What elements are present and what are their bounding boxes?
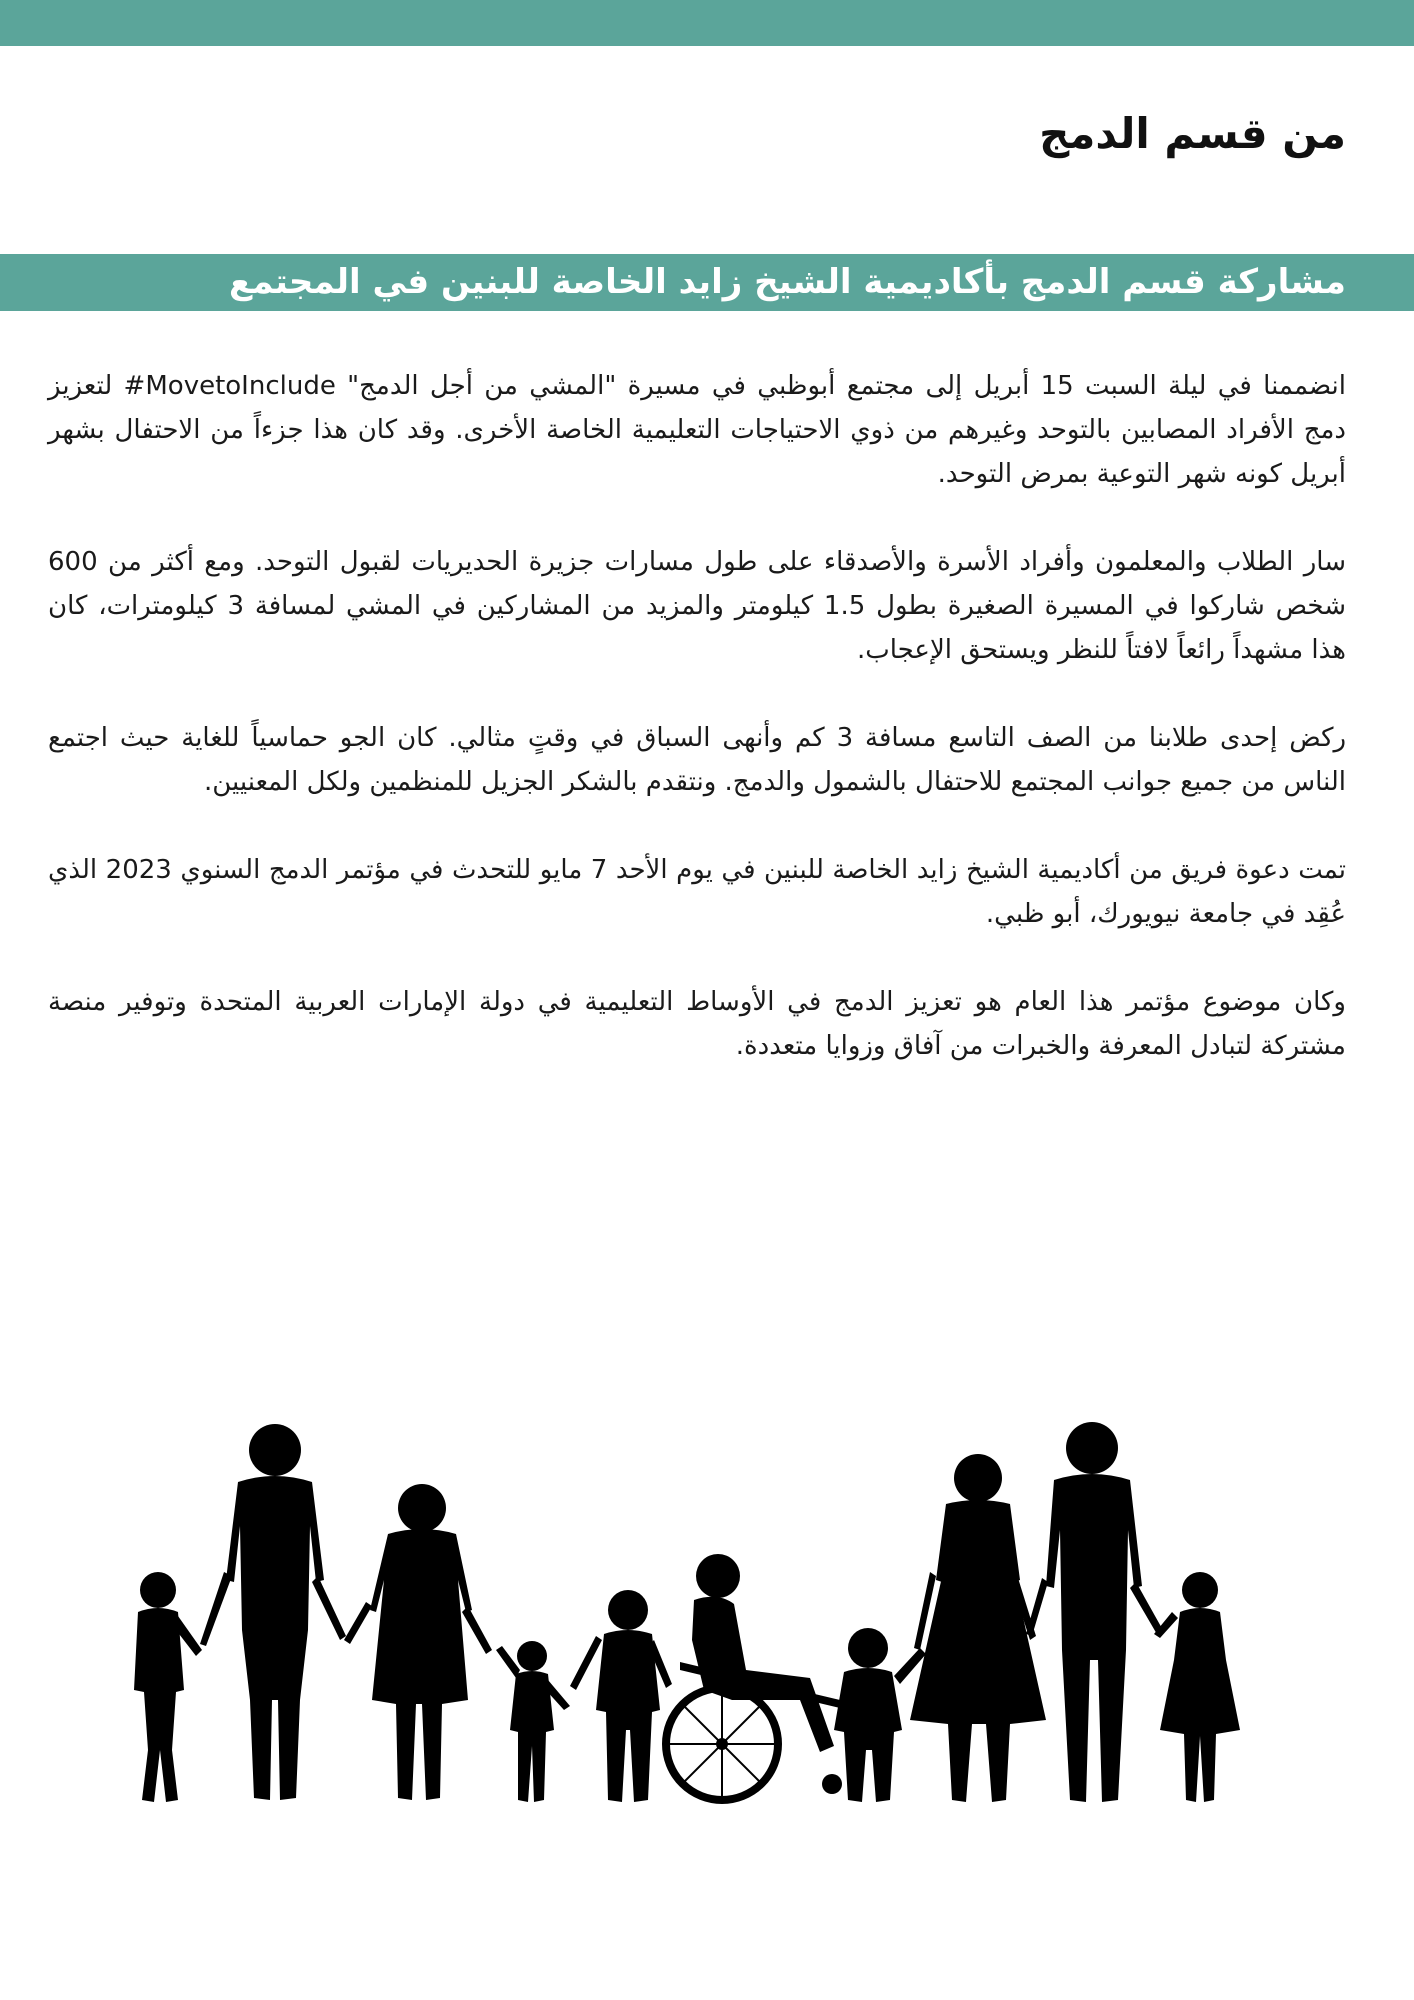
silhouette-boy-middle: [570, 1590, 672, 1802]
silhouette-wheelchair-user: [666, 1554, 842, 1800]
paragraph-walk-event: انضممنا في ليلة السبت 15 أبريل إلى مجتمع أبوظبي في مسيرة "المشي من أجل الدمج" MovetoInclude# لتعزيز دمج الأفراد المصابين بالتوحد وغيرهم من ذوي الاحتياجات التعليمية الخاصة الأخرى. وقد كان هذا جزءاً من الاحتفال بشهر أبريل كونه شهر التوعية بمرض التوحد.: [48, 371, 1346, 489]
silhouette-man-left: [200, 1424, 346, 1800]
paragraph-participants: سار الطلاب والمعلمون وأفراد الأسرة والأصدقاء على طول مسارات جزيرة الحديريات لقبول التوحد. ومع أكثر من 600 شخص شاركوا في المسيرة الصغيرة بطول 1.5 كيلومتر والمزيد من المشاركين في المشي لمسافة 3 كيلومترات، كان هذا مشهداً رائعاً لافتاً للنظر ويستحق الإعجاب.: [48, 547, 1346, 665]
section-title: من قسم الدمج: [1039, 109, 1346, 158]
paragraph-conference-invite: تمت دعوة فريق من أكاديمية الشيخ زايد الخاصة للبنين في يوم الأحد 7 مايو للتحدث في مؤتمر الدمج السنوي 2023 الذي عُقِد في جامعة نيويورك، أبو ظبي.: [48, 855, 1346, 929]
silhouette-woman-right: [910, 1454, 1046, 1802]
family-silhouette-illustration: [120, 1400, 1280, 1820]
article-body: [48, 364, 1346, 1112]
silhouette-girl-right: [1154, 1572, 1240, 1802]
silhouette-woman-left: [344, 1484, 492, 1800]
paragraph-conference-theme: وكان موضوع مؤتمر هذا العام هو تعزيز الدمج في الأوساط التعليمية في دولة الإمارات العربية المتحدة وتوفير منصة مشتركة لتبادل المعرفة والخبرات من آفاق وزوايا متعددة.: [48, 987, 1346, 1061]
article-subtitle: مشاركة قسم الدمج بأكاديمية الشيخ زايد الخاصة للبنين في المجتمع: [229, 262, 1346, 302]
paragraph-student-run: ركض إحدى طلابنا من الصف التاسع مسافة 3 كم وأنهى السباق في وقتٍ مثالي. كان الجو حماسياً للغاية حيث اجتمع الناس من جميع جوانب المجتمع للاحتفال بالشمول والدمج. ونتقدم بالشكر الجزيل للمنظمين ولكل المعنيين.: [48, 723, 1346, 797]
family-silhouette-icon: [120, 1400, 1280, 1820]
silhouette-child-left: [134, 1572, 202, 1802]
top-accent-bar: [0, 0, 1414, 46]
silhouette-man-right: [1026, 1422, 1164, 1802]
subtitle-band: [0, 254, 1414, 311]
silhouette-toddler: [496, 1641, 570, 1802]
